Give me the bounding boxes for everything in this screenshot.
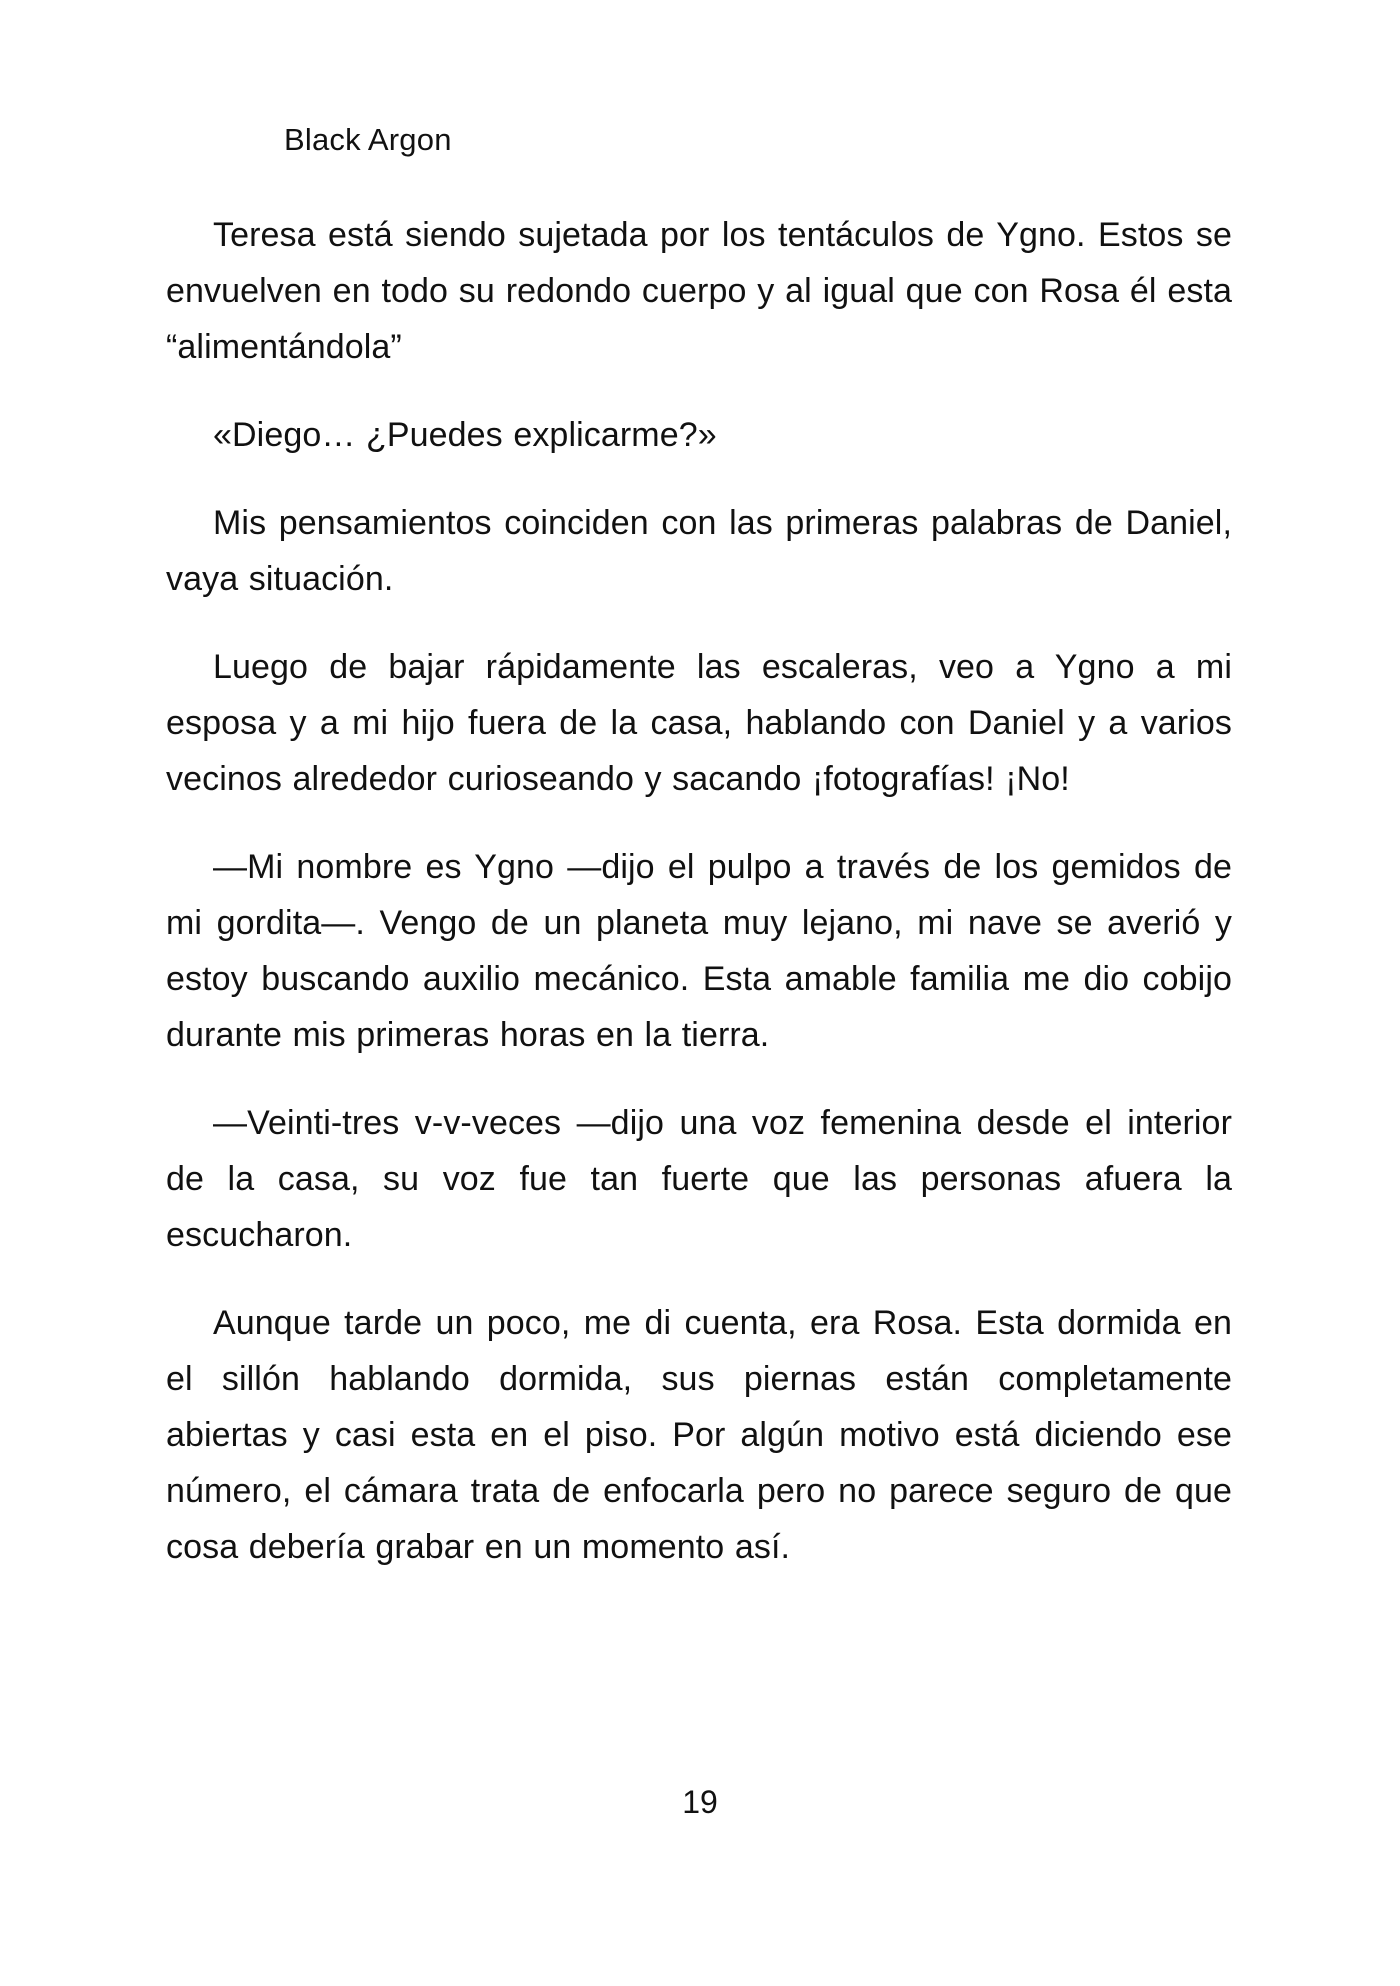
paragraph: Aunque tarde un poco, me di cuenta, era Rosa. Esta dormida en el sillón hablando dormida, sus piernas están completamente abiertas y casi esta en el piso. Por algún motivo está diciendo ese número, el cámara trata de enfocarla pero no parece seguro de que cosa debería grabar en un momento así. [166,1304,1232,1566]
paragraph: «Diego… ¿Puedes explicarme?» [213,416,717,454]
paragraph: —Mi nombre es Ygno —dijo el pulpo a través de los gemidos de mi gordita—. Vengo de un planeta muy lejano, mi nave se averió y estoy buscando auxilio mecánico. Esta amable familia me dio cobijo durante mis primeras horas en la tierra. [166,848,1232,1054]
paragraph: Luego de bajar rápidamente las escaleras, veo a Ygno a mi esposa y a mi hijo fuera de la casa, hablando con Daniel y a varios vecinos alrededor curioseando y sacando ¡fotografías! ¡No! [166,648,1232,798]
page-number: 19 [682,1784,718,1820]
paragraph: Teresa está siendo sujetada por los tentáculos de Ygno. Estos se envuelven en todo su redondo cuerpo y al igual que con Rosa él esta “alimentándola” [166,216,1232,366]
paragraph: Mis pensamientos coinciden con las primeras palabras de Daniel, vaya situación. [166,504,1232,598]
page-body [166,207,1232,1607]
paragraph: —Veinti-tres v-v-veces —dijo una voz femenina desde el interior de la casa, su voz fue tan fuerte que las personas afuera la escucharon. [166,1104,1232,1254]
running-header-title: Black Argon [284,122,452,157]
